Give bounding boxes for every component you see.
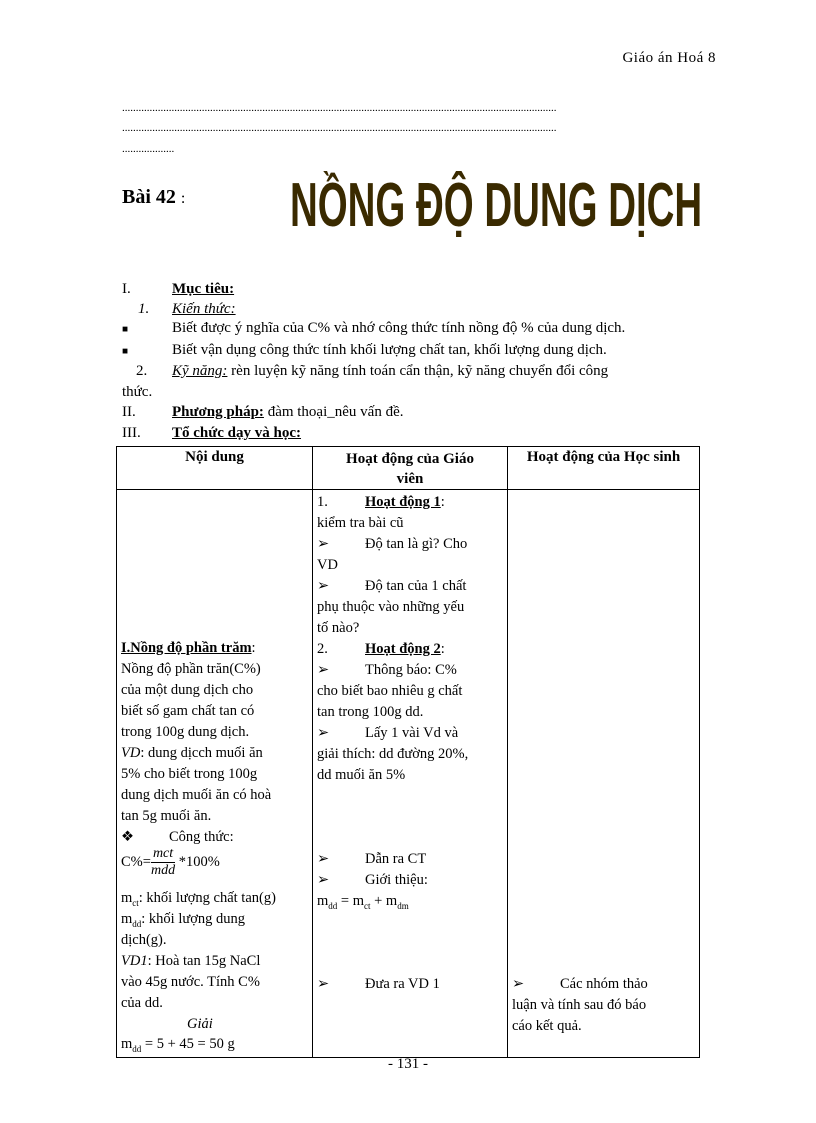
calc-sub: dd (132, 1043, 142, 1054)
student-line-3: cáo kết quả. (512, 1018, 582, 1034)
act1-text: kiểm tra bài cũ (317, 515, 404, 531)
dotted-line-2: .............................................................................................................................................................. (122, 122, 557, 134)
example-line-1 (317, 725, 458, 742)
example-line-2: giải thích: dd đường 20%, (317, 746, 469, 762)
diamond-bullet-icon: ❖ (121, 829, 134, 845)
eq-m: m (317, 893, 329, 909)
arrow-icon: ➢ (317, 872, 330, 888)
arrow-icon: ➢ (512, 976, 525, 992)
knowledge-heading (138, 301, 236, 318)
act2-label: Hoạt động 2 (365, 641, 441, 657)
def-line-3: biết số gam chất tan có (121, 703, 255, 719)
objectives-num: I. (122, 281, 131, 297)
q1-line-1 (317, 536, 467, 553)
formula-lhs: C%= (121, 853, 151, 870)
mct-text: : khối lượng chất tan(g) (138, 890, 276, 906)
method-label: Phương pháp: (172, 404, 264, 420)
eq-sub-dd: dd (328, 900, 338, 911)
intro-line (317, 872, 428, 889)
section-colon: : (251, 640, 256, 656)
def-line-4: trong 100g dung dịch. (121, 724, 250, 740)
student-line-2: luận và tính sau đó báo (512, 997, 647, 1013)
knowledge-label: Kiến thức: (172, 301, 236, 317)
page-number: - 131 - (388, 1056, 428, 1072)
mdd-def (121, 911, 245, 929)
teacher-cell (313, 490, 508, 1058)
q2-line-3: tố nào? (317, 620, 360, 636)
bullet-1-text: Biết được ý nghĩa của C% và nhớ công thức tính nồng độ % của dung dịch. (172, 320, 626, 336)
eq-equals: = m (340, 893, 364, 909)
header-content: Nội dung (117, 447, 313, 490)
arrow-icon: ➢ (317, 662, 330, 678)
arrow-icon: ➢ (317, 851, 330, 867)
section-percent (121, 640, 256, 657)
vd-line-3: dung dịch muối ăn có hoà (121, 787, 272, 803)
knowledge-num: 1. (138, 301, 150, 317)
act1-num: 1. (317, 494, 328, 510)
header-student: Hoạt động của Học sinh (508, 447, 700, 490)
intro-text: Giới thiệu: (365, 872, 428, 888)
calc-line (121, 1036, 235, 1054)
objectives-label: Mục tiêu: (172, 281, 235, 297)
vd1-line-3: của dd. (121, 995, 163, 1011)
q2-text: Độ tan của 1 chất (365, 578, 467, 594)
method-text: đàm thoại_nêu vấn đề. (267, 404, 404, 420)
formula-fraction (151, 846, 175, 879)
header-teacher-line1: Hoạt động của Giáo (346, 451, 474, 467)
organize-num: III. (122, 425, 141, 441)
calc-text: = 5 + 45 = 50 g (144, 1036, 235, 1052)
skill-label: Kỹ năng: (172, 363, 228, 379)
mdd-sub: dd (132, 918, 142, 929)
notice-line-2: cho biết bao nhiêu g chất (317, 683, 463, 699)
skill-line (136, 363, 608, 380)
derive-line (317, 851, 426, 868)
header-teacher-line2: viên (396, 471, 424, 487)
vd1-teacher-line (317, 976, 440, 993)
method-line (122, 404, 403, 421)
vd-text-1: : dung dịcch muối ăn (140, 745, 263, 761)
vd-line-2: 5% cho biết trong 100g (121, 766, 258, 782)
mct-sub: ct (132, 897, 139, 908)
act2-colon: : (440, 641, 445, 657)
student-line-1 (512, 976, 648, 993)
mdd-equation (317, 893, 409, 911)
dotted-line-3: ................... (122, 143, 175, 155)
section-percent-label: I.Nồng độ phần trăm (121, 640, 252, 656)
lesson-label: Bài 42 (122, 186, 176, 208)
derive-text: Dẫn ra CT (365, 851, 427, 867)
calc-m: m (121, 1036, 133, 1052)
vd1-line-1 (121, 953, 260, 970)
arrow-icon: ➢ (317, 578, 330, 594)
mct-m: m (121, 890, 133, 906)
student-cell (508, 490, 700, 1058)
method-num: II. (122, 404, 136, 420)
vd1-text-1: : Hoà tan 15g NaCl (147, 953, 261, 969)
def-line-2: của một dung dịch cho (121, 682, 254, 698)
act1-heading (317, 494, 445, 511)
eq-plus: + m (370, 893, 398, 909)
example-line-3: dd muối ăn 5% (317, 767, 406, 783)
formula (121, 846, 220, 879)
example-text: Lấy 1 vài Vd và (365, 725, 459, 741)
objectives-heading (122, 281, 234, 298)
vd1-line-2: vào 45g nước. Tính C% (121, 974, 260, 990)
notice-text: Thông báo: C% (365, 662, 457, 678)
act1-colon: : (440, 494, 445, 510)
skill-cont: thức. (122, 384, 153, 400)
solution-label: Giải (187, 1016, 213, 1032)
lesson-colon: : (180, 190, 186, 207)
bullet-2: ■ Biết vận dụng công thức tính khối lượng chất tan, khối lượng dung dịch. (122, 342, 607, 358)
act2-heading (317, 641, 445, 658)
organize-label: Tổ chức dạy và học: (172, 425, 302, 441)
mct-def (121, 890, 276, 908)
q1-line-2: VD (317, 557, 338, 573)
content-cell (117, 490, 313, 1058)
arrow-icon: ➢ (317, 725, 330, 741)
lesson-number (122, 186, 185, 209)
header-teacher (313, 447, 508, 490)
q2-line-2: phụ thuộc vào những yếu (317, 599, 465, 615)
q2-line-1 (317, 578, 466, 595)
dotted-line-1: .............................................................................................................................................................. (122, 102, 557, 114)
act2-num: 2. (317, 641, 328, 657)
formula-label (121, 829, 234, 846)
vd-line-4: tan 5g muối ăn. (121, 808, 212, 824)
notice-line-3: tan trong 100g dd. (317, 704, 424, 720)
arrow-icon: ➢ (317, 536, 330, 552)
mdd-def-cont: dịch(g). (121, 932, 167, 948)
vd-line-1 (121, 745, 263, 762)
vd1-teacher-text: Đưa ra VD 1 (365, 976, 440, 992)
lesson-title: NỒNG ĐỘ DUNG DỊCH (290, 171, 703, 240)
q1-text: Độ tan là gì? Cho (365, 536, 468, 552)
eq-sub-ct: ct (364, 900, 371, 911)
notice-line-1 (317, 662, 457, 679)
act1-label: Hoạt động 1 (365, 494, 441, 510)
eq-sub-dm: dm (397, 900, 409, 911)
arrow-icon: ➢ (317, 976, 330, 992)
mdd-m: m (121, 911, 133, 927)
bullet-1: ■ Biết được ý nghĩa của C% và nhớ công thức tính nồng độ % của dung dịch. (122, 320, 626, 336)
bullet-2-text: Biết vận dụng công thức tính khối lượng chất tan, khối lượng dung dịch. (172, 342, 607, 358)
vd-label: VD (121, 745, 141, 761)
formula-label-text: Công thức: (169, 829, 234, 845)
skill-text: rèn luyện kỹ năng tính toán cẩn thận, kỹ năng chuyển đổi công (231, 363, 609, 379)
formula-rhs: *100% (178, 853, 220, 870)
vd1-label: VD1 (121, 953, 148, 969)
skill-num: 2. (136, 363, 148, 379)
page-header: Giáo án Hoá 8 (622, 50, 716, 66)
formula-denominator: mdd (150, 863, 176, 878)
student-text: Các nhóm thảo (560, 976, 648, 992)
lesson-table (116, 446, 700, 1058)
formula-numerator: mct (152, 846, 174, 861)
organize-line (122, 425, 301, 442)
mdd-text: : khối lượng dung (141, 911, 246, 927)
def-line-1: Nồng độ phần trăn(C%) (121, 661, 261, 677)
